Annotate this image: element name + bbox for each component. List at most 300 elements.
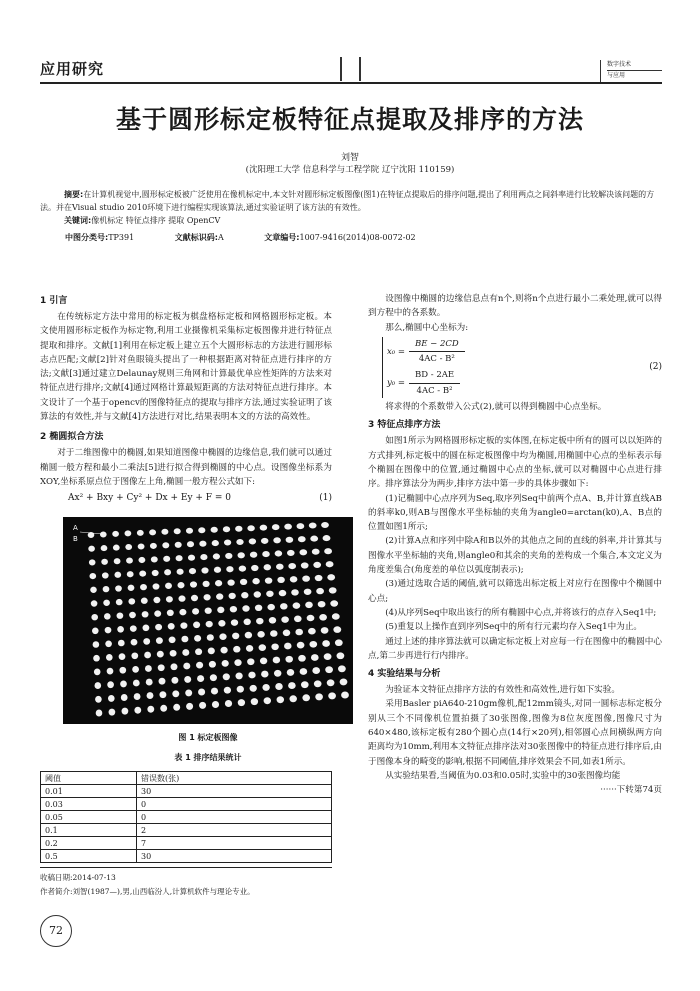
calibration-dot xyxy=(94,669,101,676)
calibration-dot xyxy=(171,663,178,670)
table-header-row xyxy=(41,772,332,785)
calibration-dot xyxy=(248,672,255,679)
calibration-dot xyxy=(249,538,256,544)
calibration-dot xyxy=(324,653,332,660)
calibration-dot xyxy=(211,527,218,533)
calibration-dot xyxy=(237,686,244,693)
section-1-paragraph: 在传统标定方法中常用的标定板为棋盘格标定板和网格圆形标定板。本文使用圆形标定板作为标定物,利用工业摄像机采集标定板图像并进行特征点提取和排序。文献[1]利用在标定板上建立五个大圆形标志的方法进行圆形标志点匹配;文献[2]针对鱼眼镜头提出了一种根据距离对特征点进行排序的方法;文献[3]通过建立Delaunay规则三角网和计算最优单应性矩阵的方法来对特征点进行排序;文献[4]通过网格计算最短距离的方法对特征点进行排序。本文设计了一个基于opencv的图像特征点的提取与排序方法,通过实验证明了该算法的有效性,并与文献[4]方法进行对比,结果表明本文的方法的高效性。 xyxy=(40,312,332,423)
author-bio: 作者简介:刘智(1987—),男,山西临汾人,计算机软件与理论专业。 xyxy=(40,887,255,896)
calibration-dot xyxy=(261,671,268,678)
calibration-dot xyxy=(122,708,129,715)
section-heading-2: 2 椭圆拟合方法 xyxy=(40,432,104,443)
calibration-dot xyxy=(231,619,238,626)
calibration-dot xyxy=(184,676,191,683)
journal-logo xyxy=(600,60,662,84)
calibration-dot xyxy=(212,540,219,546)
calibration-dot xyxy=(302,694,310,701)
calibration-dot xyxy=(325,666,333,673)
calibration-dot xyxy=(107,681,114,688)
calibration-dot xyxy=(224,539,231,545)
calibration-dot xyxy=(177,569,184,575)
paragraph: (1)记椭圆中心点序列为Seq,取序列Seq中前两个点A、B,并计算直线AB的斜率k0,则AB与图像水平坐标轴的夹角为angle0=arctan(k0),A、B点的位置如图1所示; xyxy=(368,493,662,533)
calibration-dot xyxy=(138,543,145,549)
calibration-dot xyxy=(156,637,163,644)
calibration-dot xyxy=(230,606,237,612)
calibration-dot xyxy=(224,687,231,694)
table-row xyxy=(41,785,332,798)
calibration-dot xyxy=(157,651,164,658)
calibration-dot xyxy=(294,616,302,623)
calibration-dot xyxy=(128,598,135,604)
calibration-dot xyxy=(120,680,127,687)
calibration-dot xyxy=(101,559,108,565)
keywords-label: 关键词: xyxy=(64,216,92,225)
calibration-dot xyxy=(340,678,348,685)
calibration-dot xyxy=(218,620,225,627)
calibration-dot xyxy=(183,663,190,670)
calibration-dot xyxy=(235,526,242,532)
doc-label: 文献标识码: xyxy=(174,233,218,242)
calibration-dot xyxy=(267,604,274,610)
header-rule xyxy=(40,82,662,84)
table-row xyxy=(41,798,332,811)
calibration-dot xyxy=(319,614,327,621)
calibration-dot xyxy=(312,549,320,555)
calibration-dot xyxy=(134,693,141,700)
result-table xyxy=(40,771,332,863)
calibration-dot xyxy=(234,659,241,666)
table-cell: 2 xyxy=(137,824,332,837)
calibration-dot xyxy=(290,576,298,582)
calibration-dot xyxy=(177,582,184,588)
calibration-dot xyxy=(217,607,224,613)
calibration-dot xyxy=(277,577,285,583)
calibration-dot xyxy=(149,529,156,535)
calibration-dot xyxy=(208,648,215,655)
eq2-x-numerator: BE − 2CD xyxy=(409,337,465,352)
calibration-dot xyxy=(127,571,134,577)
calibration-dot xyxy=(213,553,220,559)
paragraph: (3)通过选取合适的阈值,就可以筛选出标定板上对应行在图像中个椭圆中心点; xyxy=(368,579,662,604)
calibration-dot xyxy=(293,602,301,608)
calibration-dot xyxy=(108,695,115,702)
calibration-dot xyxy=(284,643,292,650)
paper-title: 基于圆形标定板特征点提取及排序的方法 xyxy=(115,105,584,134)
calibration-dot xyxy=(179,609,186,615)
calibration-dot xyxy=(119,667,126,674)
calibration-dot xyxy=(189,568,196,574)
calibration-dot xyxy=(206,621,213,628)
calibration-dot xyxy=(131,639,138,646)
calibration-dot xyxy=(324,548,332,554)
calibration-dot xyxy=(139,570,146,576)
calibration-dot xyxy=(211,688,218,695)
table-1-caption: 表 1 排序结果统计 xyxy=(174,753,242,762)
calibration-dot xyxy=(261,538,268,544)
calibration-dot xyxy=(273,657,280,664)
calibration-dot xyxy=(133,680,140,687)
received-date: 收稿日期:2014-07-13 xyxy=(40,873,116,882)
left-column xyxy=(40,292,332,506)
table-header-cell: 错误数(张) xyxy=(137,772,332,785)
calibration-board-image xyxy=(63,517,353,724)
calibration-dot xyxy=(131,652,138,659)
calibration-dot xyxy=(154,610,161,616)
calibration-dot xyxy=(100,532,107,538)
calibration-dot xyxy=(125,530,132,536)
calibration-dot xyxy=(194,635,201,642)
table-cell: 0.2 xyxy=(41,837,137,850)
calibration-dot xyxy=(168,623,175,630)
calibration-dot xyxy=(143,638,150,645)
calibration-dot xyxy=(209,661,216,668)
calibration-dot xyxy=(162,542,169,548)
calibration-dot xyxy=(195,648,202,655)
calibration-dot xyxy=(144,652,151,659)
table-cell: 0.01 xyxy=(41,785,137,798)
calibration-dot xyxy=(186,703,193,710)
eq2-y-denominator: 4AC - B² xyxy=(416,385,453,396)
table-cell: 30 xyxy=(137,850,332,863)
calibration-dot xyxy=(210,674,217,681)
calibration-dot xyxy=(172,690,179,697)
calibration-dot xyxy=(280,603,288,609)
calibration-dot xyxy=(310,536,318,542)
calibration-dot xyxy=(223,673,230,680)
calibration-dot xyxy=(204,594,211,600)
calibration-dot xyxy=(187,541,194,547)
calibration-dot xyxy=(246,645,253,652)
calibration-dot xyxy=(285,656,293,663)
table-header-cell: 阈值 xyxy=(41,772,137,785)
calibration-dot xyxy=(93,655,100,662)
footnote-rule xyxy=(40,867,332,868)
calibration-dot xyxy=(147,706,154,713)
calibration-dot xyxy=(298,536,306,542)
calibration-dot xyxy=(199,702,206,709)
calibration-dot xyxy=(286,537,294,543)
calibration-dot xyxy=(255,605,262,611)
table-row xyxy=(41,850,332,863)
calibration-dot xyxy=(216,593,223,599)
section-heading-1: 1 引言 xyxy=(40,296,68,306)
table-cell: 0 xyxy=(137,798,332,811)
calibration-dot xyxy=(92,628,99,635)
calibration-dot xyxy=(181,636,188,643)
table-cell: 7 xyxy=(137,837,332,850)
classification-line xyxy=(65,232,665,243)
calibration-dot xyxy=(252,578,259,584)
calibration-dot xyxy=(115,585,122,591)
calibration-dot xyxy=(93,641,100,648)
calibration-dot xyxy=(327,679,335,686)
table-cell: 0.05 xyxy=(41,811,137,824)
paragraph: 设图像中椭圆的边缘信息点有n个,则将n个点进行最小二乘处理,就可以得到方程中的各系数。 xyxy=(368,294,662,319)
table-row xyxy=(41,837,332,850)
calibration-dot xyxy=(198,689,205,696)
equation-1-number: (1) xyxy=(319,493,332,504)
doc-value: A xyxy=(217,233,224,242)
calibration-dot xyxy=(145,665,152,672)
calibration-dot xyxy=(269,617,276,624)
calibration-dot xyxy=(205,607,212,613)
calibration-dot xyxy=(142,625,149,632)
calibration-dot xyxy=(151,556,158,562)
calibration-dot xyxy=(240,579,247,585)
calibration-dot xyxy=(212,701,219,708)
calibration-dot xyxy=(315,575,323,581)
calibration-dot xyxy=(308,628,316,635)
calibration-dot xyxy=(185,689,192,696)
calibration-dot xyxy=(274,670,281,677)
calibration-dot xyxy=(254,591,261,597)
calibration-dot xyxy=(275,550,283,556)
calibration-dot xyxy=(191,595,198,601)
cls-value: TP391 xyxy=(108,233,135,242)
paragraph: 为验证本文特征点排序方法的有效性和高效性,进行如下实验。 xyxy=(385,685,620,696)
calibration-dot xyxy=(259,644,266,651)
page-number: 72 xyxy=(49,924,63,937)
calibration-dot xyxy=(90,587,97,593)
calibration-dot xyxy=(130,625,137,632)
calibration-dot xyxy=(299,549,307,555)
figure-1-caption: 图 1 标定板图像 xyxy=(178,733,238,742)
calibration-dot xyxy=(247,658,254,665)
calibration-dot xyxy=(137,530,144,536)
calibration-dot xyxy=(321,522,329,528)
calibration-dot xyxy=(220,647,227,654)
calibration-dot xyxy=(134,707,141,714)
calibration-dot xyxy=(307,615,315,622)
calibration-dot xyxy=(91,600,98,606)
calibration-dot xyxy=(102,572,109,578)
calibration-dot xyxy=(260,658,267,665)
section-2-paragraph: 对于二维图像中的椭圆,如果知道图像中椭圆的边缘信息,我们就可以通过椭圆一般方程和最小二乘法[5]进行拟合得到椭圆的中心点。设图像坐标系为XOY,坐标系原点位于图像左上角,椭圆一般方程公式如下: xyxy=(40,448,332,487)
calibration-dot xyxy=(91,614,98,620)
calibration-dot xyxy=(300,668,308,675)
calibration-dot xyxy=(176,555,183,561)
abstract-label: 摘要: xyxy=(64,190,84,199)
calibration-dot xyxy=(112,531,119,537)
continued-note: ······下转第74页 xyxy=(600,785,662,796)
calibration-dot xyxy=(287,669,295,676)
table-cell: 0 xyxy=(137,811,332,824)
calibration-dot xyxy=(207,634,214,641)
calibration-dot xyxy=(197,675,204,682)
calibration-dot xyxy=(109,709,116,716)
header-divider-bars xyxy=(338,57,364,81)
paragraph: 将求得的个系数带入公式(2),就可以得到椭圆中心点坐标。 xyxy=(385,402,607,413)
calibration-dot xyxy=(316,588,324,594)
calibration-dot xyxy=(170,650,177,657)
calibration-dot xyxy=(182,649,189,656)
calibration-dot xyxy=(141,598,148,604)
equation-2-system: x₀ = $\frac{BE - 2CD}{\text{4AC - B²}}$ y₀ = $\frac{BD - 2AE}{\text{4AC - B²}}$ xyxy=(382,337,465,398)
calibration-dot xyxy=(277,696,284,703)
calibration-dot xyxy=(297,642,305,649)
calibration-dot xyxy=(222,660,229,667)
calibration-dot xyxy=(163,556,170,562)
calibration-dot xyxy=(159,691,166,698)
calibration-dot xyxy=(225,553,232,559)
calibration-dot xyxy=(104,613,111,619)
calibration-dot xyxy=(225,700,232,707)
paragraph: 从实验结果看,当阈值为0.03和0.05时,实验中的30张图像均能 xyxy=(385,770,621,781)
calibration-dot xyxy=(178,595,185,601)
calibration-dot xyxy=(128,585,135,591)
calibration-dot xyxy=(196,662,203,669)
calibration-dot xyxy=(309,523,317,529)
calibration-dot xyxy=(118,640,125,647)
paragraph: 采用Basler piA640-210gm像机,配12mm镜头,对同一圆标志标定板分别从三个不同像机位置拍摄了30张图像,图像为8位灰度图像,图像尺寸为640×480,该标定板有280个圆心点(14行×20列),相邻圆心点间横纵两方向距离均为10mm,利用本文特征点排序法对30张图像中的特征点进行排序后,由于图像本身的畸变的影响,根据不同阈值,排序效果会不同,如表1所示。 xyxy=(368,699,662,767)
calibration-dot xyxy=(138,557,145,563)
calibration-dot xyxy=(95,682,102,689)
calibration-dot xyxy=(142,611,149,617)
calibration-dot xyxy=(113,545,120,551)
calibration-dot xyxy=(329,587,337,593)
calibration-dot xyxy=(193,622,200,629)
calibration-dot xyxy=(337,652,345,659)
calibration-dot xyxy=(125,544,132,550)
calibration-dot xyxy=(272,524,280,530)
calibration-dot xyxy=(132,666,139,673)
calibration-dot xyxy=(304,589,312,595)
calibration-dot xyxy=(264,697,271,704)
calibration-dot xyxy=(244,619,251,626)
paragraph: (5)重复以上操作直到序列Seq中的所有行元素均存入Seq1中为止。 xyxy=(385,622,643,633)
calibration-dot xyxy=(166,596,173,602)
calibration-dot xyxy=(270,630,277,637)
calibration-dot xyxy=(150,543,157,549)
keywords-text: 像机标定 特征点排序 提取 OpenCV xyxy=(91,216,221,225)
calibration-dot xyxy=(288,563,296,569)
calibration-dot xyxy=(147,692,154,699)
author-affiliation: (沈阳理工大学 信息科学与工程学院 辽宁沈阳 110159) xyxy=(245,165,455,175)
calibration-dot xyxy=(251,565,258,571)
calibration-dot xyxy=(335,639,343,646)
calibration-dot xyxy=(238,552,245,558)
journal-section-title: 应用研究 xyxy=(40,60,105,78)
calibration-dot xyxy=(332,613,340,620)
calibration-dot xyxy=(186,528,193,534)
calibration-dot xyxy=(241,592,248,598)
calibration-dot xyxy=(160,705,167,712)
logo-top-text: 数字技术 xyxy=(607,61,632,68)
calibration-dot xyxy=(214,567,221,573)
calibration-dot xyxy=(301,681,309,688)
calibration-dot xyxy=(302,575,310,581)
paragraph: 通过上述的排序算法就可以确定标定板上对应每一行在图像中的椭圆中心点,第二步再进行行内排序。 xyxy=(368,636,662,661)
calibration-dot xyxy=(190,581,197,587)
point-label-b: B xyxy=(73,535,78,543)
page-number-badge xyxy=(40,915,72,947)
calibration-dot xyxy=(262,551,269,557)
calibration-dot xyxy=(223,526,230,532)
calibration-dot xyxy=(146,679,153,686)
section-heading-3: 3 特征点排序方法 xyxy=(368,420,441,431)
calibration-dot xyxy=(322,640,330,647)
calibration-dot xyxy=(247,525,254,531)
calibration-dot xyxy=(95,696,102,703)
calibration-dot xyxy=(318,601,326,607)
calibration-dot xyxy=(265,577,272,583)
article-label: 文章编号: xyxy=(264,233,300,242)
calibration-dot xyxy=(239,565,246,571)
calibration-dot xyxy=(283,629,291,636)
calibration-dot xyxy=(169,636,176,643)
calibration-dot xyxy=(305,602,313,608)
calibration-dot xyxy=(236,539,243,545)
calibration-dot xyxy=(90,573,97,579)
logo-bottom-text: 与应用 xyxy=(607,70,662,81)
calibration-dot xyxy=(289,695,297,702)
calibration-dot xyxy=(279,590,287,596)
calibration-dot xyxy=(238,699,245,706)
calibration-dot xyxy=(250,685,257,692)
calibration-dot xyxy=(180,622,187,629)
calibration-dot xyxy=(301,562,309,568)
equation-2-number: (2) xyxy=(649,362,662,373)
calibration-dot xyxy=(89,559,96,565)
calibration-dot xyxy=(321,627,329,634)
eq2-y-numerator: BD - 2AE xyxy=(409,368,460,383)
calibration-dot xyxy=(323,535,331,541)
calibration-dot xyxy=(257,631,264,638)
table-cell: 30 xyxy=(137,785,332,798)
calibration-dot xyxy=(326,561,334,567)
calibration-dot xyxy=(266,591,273,597)
calibration-dot xyxy=(281,616,289,623)
calibration-dot xyxy=(161,529,168,535)
calibration-dot xyxy=(119,653,126,660)
calibration-dot xyxy=(327,574,335,580)
calibration-dot xyxy=(233,646,240,653)
calibration-dot xyxy=(287,550,295,556)
calibration-dot xyxy=(117,612,124,618)
right-column xyxy=(368,292,662,798)
calibration-dot xyxy=(192,608,199,614)
calibration-dot xyxy=(315,693,323,700)
calibration-dot xyxy=(114,572,121,578)
calibration-dot xyxy=(262,684,269,691)
paragraph: (4)从序列Seq中取出该行的所有椭圆中心点,并将该行的点存入Seq1中; xyxy=(385,607,657,618)
calibration-dot xyxy=(174,528,181,534)
calibration-dot xyxy=(153,597,160,603)
calibration-dot xyxy=(245,632,252,639)
calibration-dot xyxy=(201,567,208,573)
calibration-dot xyxy=(215,580,222,586)
table-cell: 0.03 xyxy=(41,798,137,811)
calibration-dot xyxy=(114,558,121,564)
table-row xyxy=(41,811,332,824)
calibration-dot xyxy=(273,537,281,543)
eq2-x-denominator: 4AC - B² xyxy=(418,354,455,365)
equation-1-body: Ax² + Bxy + Cy² + Dx + Ey + F = 0 xyxy=(68,493,232,504)
calibration-dot xyxy=(105,640,112,647)
calibration-dot xyxy=(153,583,160,589)
calibration-dot xyxy=(271,643,278,650)
calibration-dot xyxy=(103,600,110,606)
calibration-dot xyxy=(167,610,174,616)
calibration-dot xyxy=(264,564,271,570)
calibration-dot xyxy=(232,633,239,640)
equation-2 xyxy=(382,337,662,398)
point-label-a: A xyxy=(73,524,78,532)
calibration-dot xyxy=(173,704,180,711)
calibration-dot xyxy=(175,542,182,548)
table-row xyxy=(41,824,332,837)
calibration-dot xyxy=(312,667,320,674)
